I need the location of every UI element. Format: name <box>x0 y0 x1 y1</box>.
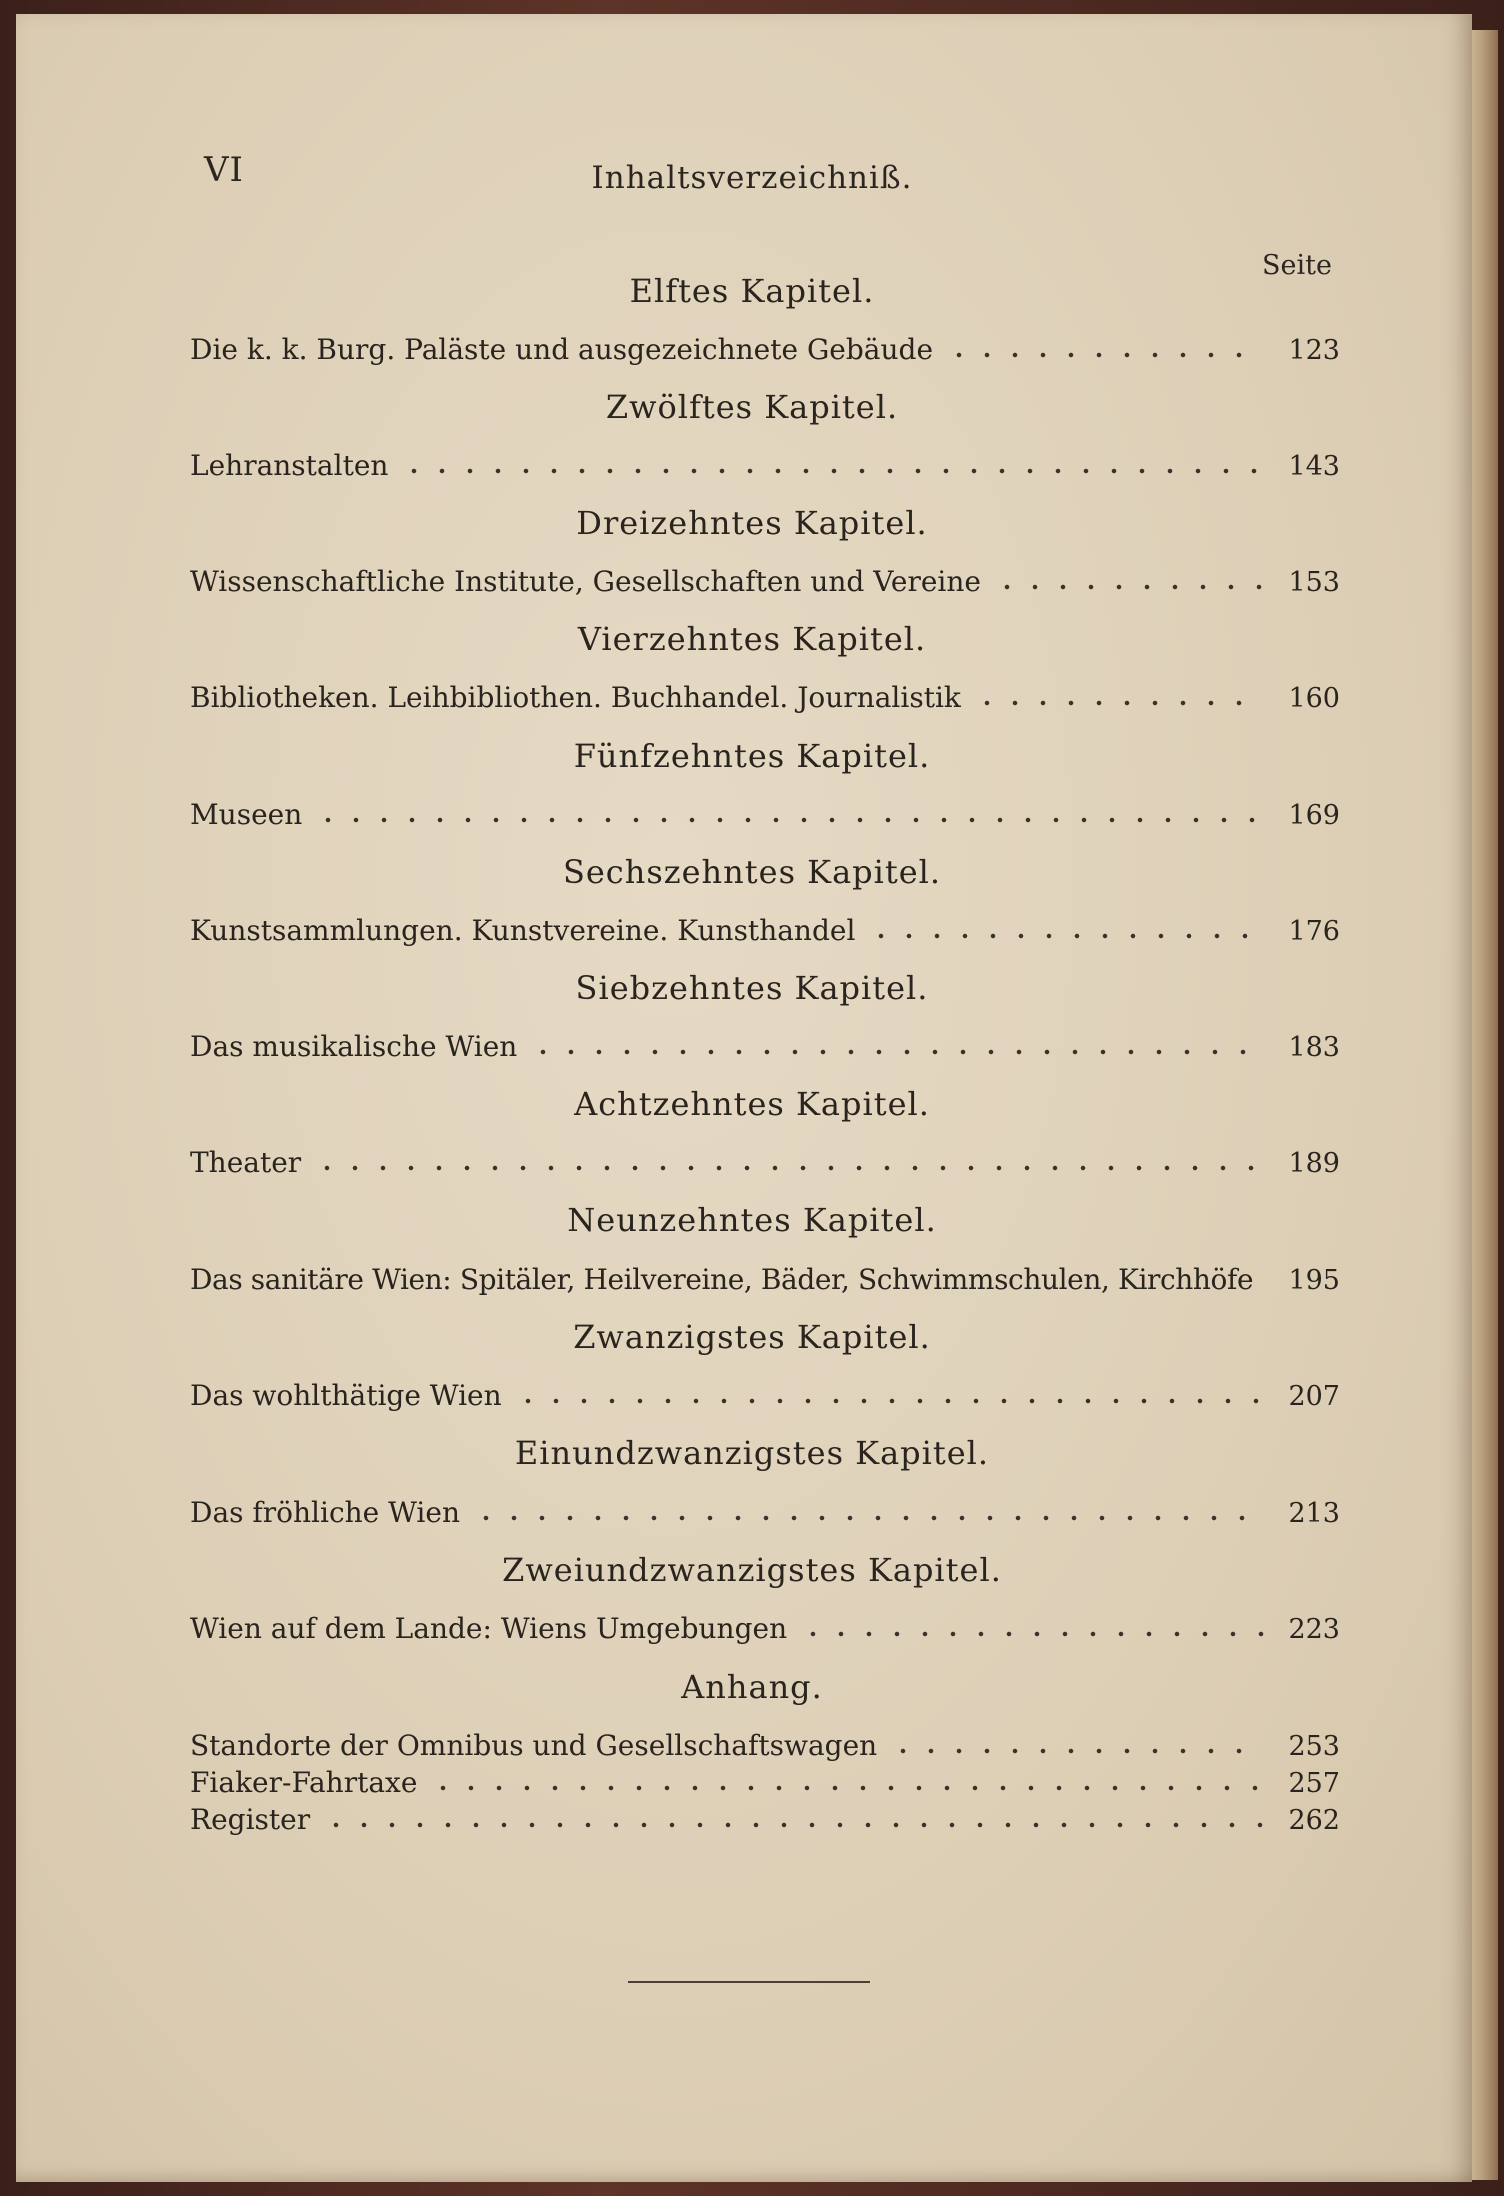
toc-entry <box>190 907 1340 947</box>
toc-entry-page: 207 <box>1288 1381 1340 1412</box>
toc-entry-title: Das sanitäre Wien: Spitäler, Heilvereine, Bäder, Schwimmschulen, Kirchhöfe <box>190 1263 1254 1296</box>
toc-entry-page: 253 <box>1288 1731 1340 1762</box>
toc-entry-page: 176 <box>1288 916 1340 947</box>
toc-entry-title: Wien auf dem Lande: Wiens Umgebungen <box>190 1612 788 1645</box>
running-head: Inhaltsverzeichniß. <box>591 160 913 196</box>
toc-entry-title: Register <box>190 1803 311 1836</box>
toc-entry-page: 160 <box>1288 683 1340 714</box>
toc-entry-page: 169 <box>1288 800 1340 831</box>
toc-entry-page: 195 <box>1288 1265 1340 1296</box>
leader-dots <box>322 1814 1264 1836</box>
toc-entry <box>190 1796 1340 1836</box>
chapter-heading-19: Neunzehntes Kapitel. <box>567 1201 937 1239</box>
toc-entry-title: Lehranstalten <box>190 449 389 482</box>
toc-entry-page: 213 <box>1288 1498 1340 1529</box>
toc-entry <box>190 558 1340 598</box>
toc-entry-page: 189 <box>1288 1148 1340 1179</box>
toc-entry <box>190 1489 1340 1529</box>
toc-entry <box>190 1139 1340 1179</box>
chapter-heading-11: Elftes Kapitel. <box>629 272 875 310</box>
chapter-heading-15: Fünfzehntes Kapitel. <box>573 737 931 775</box>
toc-entry <box>190 1256 1340 1296</box>
toc-entry <box>190 326 1340 366</box>
leader-dots <box>313 1157 1264 1179</box>
page-column-label: Seite <box>1262 250 1332 281</box>
leader-dots <box>993 576 1264 598</box>
leader-dots <box>529 1041 1264 1063</box>
toc-entry <box>190 1759 1340 1799</box>
toc-entry-page: 153 <box>1288 567 1340 598</box>
toc-entry-title: Wissenschaftliche Institute, Gesellschaften und Vereine <box>190 565 981 598</box>
toc-entry-title: Standorte der Omnibus und Gesellschaftswagen <box>190 1729 878 1762</box>
leader-dots <box>472 1507 1264 1529</box>
toc-entry-title: Theater <box>190 1146 302 1179</box>
leader-dots <box>314 809 1264 831</box>
toc-entry <box>190 1023 1340 1063</box>
leader-dots <box>973 692 1264 714</box>
toc-entry-page: 123 <box>1288 335 1340 366</box>
leader-dots <box>799 1623 1264 1645</box>
toc-entry <box>190 1722 1340 1762</box>
closing-rule <box>628 1981 870 1983</box>
chapter-heading-17: Siebzehntes Kapitel. <box>575 969 929 1007</box>
toc-entry-page: 143 <box>1288 451 1340 482</box>
toc-entry-title: Museen <box>190 798 303 831</box>
leader-dots <box>514 1390 1264 1412</box>
toc-entry-page: 223 <box>1288 1614 1340 1645</box>
chapter-heading-13: Dreizehntes Kapitel. <box>576 504 928 542</box>
toc-entry-page: 262 <box>1288 1805 1340 1836</box>
toc-entry <box>190 1605 1340 1645</box>
toc-entry <box>190 442 1340 482</box>
leader-dots <box>400 460 1264 482</box>
leader-dots <box>867 925 1264 947</box>
toc-entry <box>190 791 1340 831</box>
toc-entry <box>190 674 1340 714</box>
chapter-heading-16: Sechszehntes Kapitel. <box>562 853 942 891</box>
leader-dots <box>945 344 1264 366</box>
toc-entry-page: 257 <box>1288 1768 1340 1799</box>
chapter-heading-18: Achtzehntes Kapitel. <box>574 1085 930 1123</box>
toc-entry-title: Das musikalische Wien <box>190 1030 518 1063</box>
toc-entry-page: 183 <box>1288 1032 1340 1063</box>
toc-entry-title: Bibliotheken. Leihbibliothen. Buchhandel. Journalistik <box>190 681 961 714</box>
chapter-heading-12: Zwölftes Kapitel. <box>605 388 899 426</box>
chapter-heading-22: Zweiundzwanzigstes Kapitel. <box>502 1551 1002 1589</box>
toc-entry-title: Kunstsammlungen. Kunstvereine. Kunsthandel <box>190 914 856 947</box>
toc-entry-title: Fiaker-Fahrtaxe <box>190 1766 418 1799</box>
chapter-heading-21: Einundzwanzigstes Kapitel. <box>514 1434 990 1472</box>
chapter-heading-14: Vierzehntes Kapitel. <box>577 620 927 658</box>
page-number: VI <box>204 150 244 190</box>
toc-entry-title: Das fröhliche Wien <box>190 1496 460 1529</box>
toc-entry <box>190 1372 1340 1412</box>
appendix-heading: Anhang. <box>681 1668 823 1706</box>
chapter-heading-20: Zwanzigstes Kapitel. <box>573 1318 931 1356</box>
toc-entry-title: Die k. k. Burg. Paläste und ausgezeichnete Gebäude <box>190 333 934 366</box>
toc-entry-title: Das wohlthätige Wien <box>190 1379 502 1412</box>
